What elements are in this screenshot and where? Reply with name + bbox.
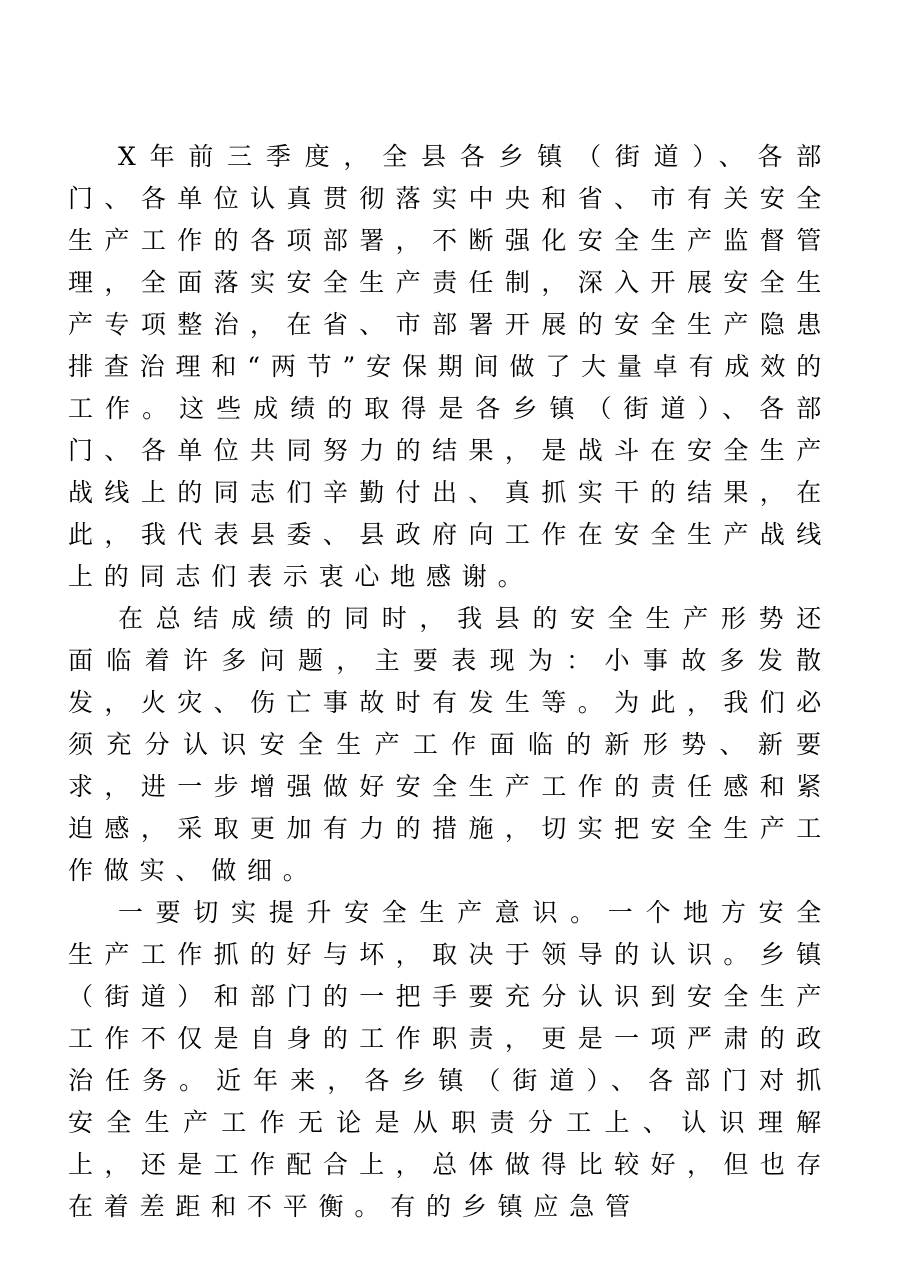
paragraph-3: 一要切实提升安全生产意识。一个地方安全生产工作抓的好与坏，取决于领导的认识。乡镇（街道）和部门的一把手要充分认识到安全生产工作不仅是自身的工作职责，更是一项严肃的政治任务。近年来，各乡镇（街道）、各部门对抓安全生产工作无论是从职责分工上、认识理解上，还是工作配合上，总体做得比较好，但也存在着差距和不平衡。有的乡镇应急管 — [68, 898, 832, 1221]
paragraph-1: X年前三季度，全县各乡镇（街道）、各部门、各单位认真贯彻落实中央和省、市有关安全生产工作的各项部署，不断强化安全生产监督管理，全面落实安全生产责任制，深入开展安全生产专项整治，在省、市部署开展的安全生产隐患排查治理和“两节”安保期间做了大量卓有成效的工作。这些成绩的取得是各乡镇（街道）、各部门、各单位共同努力的结果，是战斗在安全生产战线上的同志们辛勤付出、真抓实干的结果，在此，我代表县委、县政府向工作在安全生产战线上的同志们表示衷心地感谢。 — [68, 142, 832, 591]
document-body — [68, 136, 832, 1228]
paragraph-2: 在总结成绩的同时，我县的安全生产形势还面临着许多问题，主要表现为：小事故多发散发，火灾、伤亡事故时有发生等。为此，我们必须充分认识安全生产工作面临的新形势、新要求，进一步增强做好安全生产工作的责任感和紧迫感，采取更加有力的措施，切实把安全生产工作做实、做细。 — [68, 604, 832, 885]
